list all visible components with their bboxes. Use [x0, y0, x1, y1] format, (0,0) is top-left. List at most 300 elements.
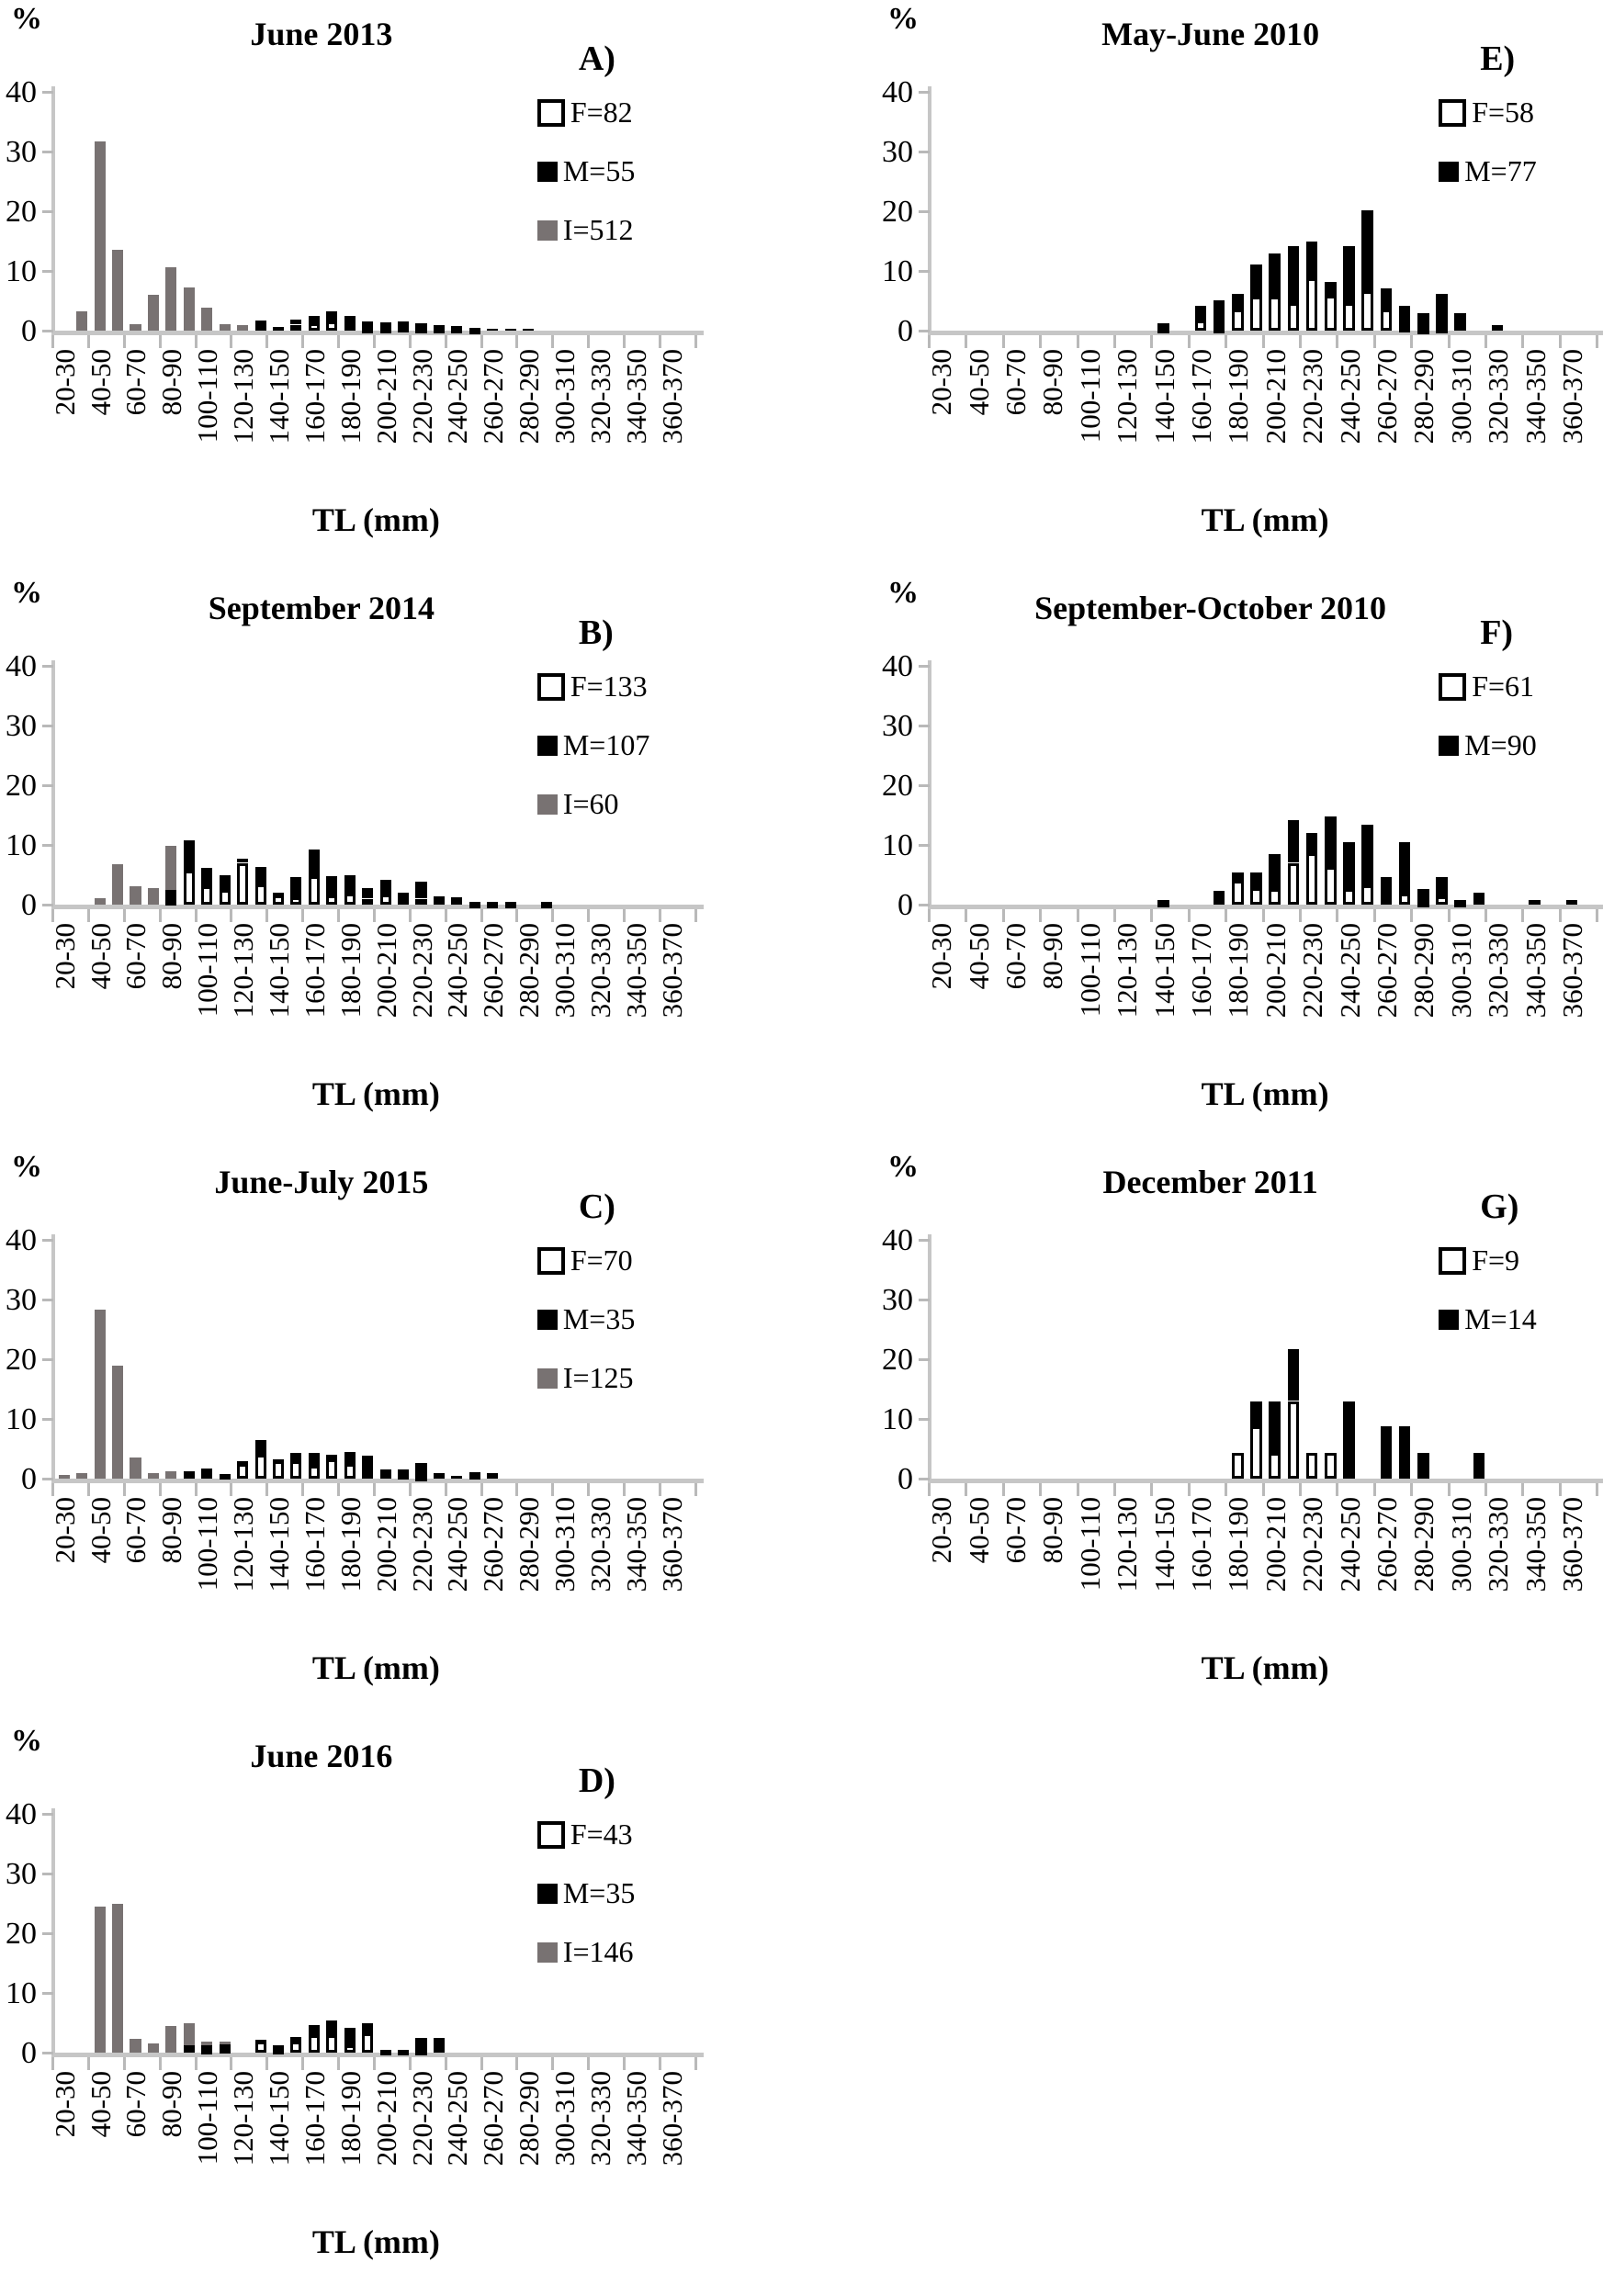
bar-segment-M: [380, 322, 391, 328]
bar-segment-F: [415, 2050, 426, 2055]
x-tick-label: 320-330: [583, 1497, 616, 1593]
x-tick-label: 20-30: [48, 349, 81, 416]
y-tick-label: 0: [21, 1462, 37, 1496]
bar-segment-F: [1232, 310, 1244, 331]
x-tick-label: 240-250: [1333, 1497, 1366, 1593]
bar-segment-M: [1250, 1401, 1262, 1427]
x-tick: [587, 2057, 590, 2070]
x-tick-label: 300-310: [548, 1497, 581, 1593]
bar-segment-F: [398, 327, 409, 332]
x-tick-label: 20-30: [925, 1497, 958, 1564]
bar-segment-F: [201, 886, 212, 905]
x-tick: [480, 909, 483, 922]
bar-segment-M: [1250, 264, 1262, 297]
y-tick: [919, 665, 930, 668]
x-tick: [87, 2057, 90, 2070]
x-tick: [1225, 1483, 1227, 1496]
x-tick: [551, 335, 554, 348]
x-tick: [337, 335, 340, 348]
bar-segment-M: [1473, 1453, 1485, 1479]
bar-segment-M: [398, 1469, 409, 1474]
x-tick: [1113, 1483, 1116, 1496]
x-tick-label: 40-50: [84, 349, 117, 416]
x-tick-label: 80-90: [1036, 1497, 1069, 1564]
x-axis-title: TL (mm): [1201, 501, 1329, 538]
x-tick: [1002, 909, 1005, 922]
x-tick-label: 20-30: [925, 923, 958, 990]
x-tick-label: 180-190: [1222, 349, 1255, 445]
x-tick-label: 100-110: [1073, 923, 1106, 1018]
x-tick-label: 160-170: [298, 349, 331, 445]
y-tick: [919, 330, 930, 332]
bar-segment-I: [184, 287, 195, 331]
bar-segment-M: [1454, 900, 1466, 903]
legend-label: F=58: [1472, 96, 1535, 129]
x-tick-label: 300-310: [548, 2071, 581, 2167]
bar-segment-M: [309, 316, 320, 323]
bar-segment-M: [290, 1453, 301, 1461]
x-tick: [1188, 909, 1191, 922]
x-tick-label: 260-270: [1370, 923, 1403, 1019]
x-tick-label: 200-210: [369, 1497, 402, 1593]
y-tick: [42, 91, 53, 94]
x-tick-label: 60-70: [999, 349, 1032, 416]
bar-segment-M: [1381, 1426, 1393, 1479]
bar-segment-I: [130, 1458, 141, 1479]
panel-title: June 2016: [250, 1738, 393, 1774]
bar-segment-M: [487, 329, 498, 331]
bar-segment-I: [165, 2026, 176, 2053]
chart-panel-D: [0, 1722, 801, 2296]
x-tick: [159, 1483, 162, 1496]
plot-area: [0, 0, 801, 574]
bar-segment-M: [1343, 842, 1355, 889]
x-tick-label: 160-170: [298, 2071, 331, 2167]
x-tick-label: 200-210: [1259, 923, 1292, 1019]
x-tick: [1336, 335, 1338, 348]
bar-segment-M: [1269, 854, 1281, 889]
x-tick-label: 320-330: [583, 923, 616, 1019]
y-tick-label: 20: [6, 195, 37, 229]
bar-segment-F: [255, 1455, 266, 1479]
x-tick-label: 220-230: [1296, 349, 1329, 445]
x-tick-label: 180-190: [1222, 923, 1255, 1019]
y-axis-title: %: [11, 2, 42, 36]
x-tick-label: 120-130: [227, 923, 260, 1019]
panel-letter: G): [1480, 1187, 1519, 1226]
bar-segment-F: [344, 1464, 356, 1479]
bar-segment-M: [1454, 313, 1466, 332]
y-tick-label: 0: [897, 314, 913, 348]
bar-segment-M: [290, 320, 301, 325]
x-tick: [373, 335, 376, 348]
y-tick: [42, 151, 53, 153]
bar-segment-M: [273, 893, 284, 895]
bar-segment-F: [1195, 321, 1207, 331]
bar-segment-M: [415, 882, 426, 898]
x-tick-label: 180-190: [333, 1497, 367, 1593]
y-tick: [42, 330, 53, 332]
x-tick-label: 300-310: [1444, 349, 1477, 445]
y-tick: [42, 904, 53, 906]
x-tick-label: 80-90: [1036, 923, 1069, 990]
x-tick-label: 280-290: [513, 1497, 546, 1593]
y-axis-title: %: [887, 1150, 919, 1184]
x-tick: [480, 335, 483, 348]
x-tick: [1113, 909, 1116, 922]
x-tick-label: 80-90: [155, 2071, 188, 2138]
x-tick: [1299, 1483, 1302, 1496]
x-axis-line: [928, 331, 1603, 335]
panel-letter: C): [578, 1187, 615, 1226]
x-tick: [694, 2057, 697, 2070]
bar-segment-F: [415, 1476, 426, 1481]
y-tick: [42, 210, 53, 213]
bar-segment-M: [1343, 1401, 1355, 1480]
x-tick-label: 260-270: [477, 1497, 510, 1593]
bar-segment-M: [1417, 313, 1429, 330]
x-tick-label: 340-350: [619, 349, 652, 445]
x-axis-line: [928, 1479, 1603, 1483]
bar-segment-I: [130, 2039, 141, 2053]
bar-segment-F: [290, 325, 301, 332]
panel-title: September 2014: [208, 590, 435, 626]
x-tick: [123, 909, 126, 922]
bar-segment-M: [1214, 300, 1225, 328]
y-tick-label: 10: [882, 828, 913, 862]
legend-label: M=77: [1464, 154, 1537, 187]
bar-segment-M: [273, 1459, 284, 1461]
x-axis-line: [928, 905, 1603, 909]
x-tick-label: 160-170: [1184, 923, 1217, 1019]
bar-segment-M: [434, 1473, 445, 1479]
bar-segment-M: [344, 875, 356, 894]
x-tick-label: 340-350: [619, 1497, 652, 1593]
x-tick: [965, 335, 967, 348]
x-tick: [1150, 1483, 1153, 1496]
x-tick: [373, 1483, 376, 1496]
bar-segment-M: [1288, 1349, 1300, 1401]
x-tick-label: 360-370: [655, 349, 688, 445]
bar-segment-F: [309, 876, 320, 905]
x-tick: [195, 335, 198, 348]
x-tick: [1299, 909, 1302, 922]
bar-segment-F: [255, 884, 266, 905]
bar-segment-M: [1473, 893, 1485, 905]
x-tick: [587, 909, 590, 922]
y-tick-label: 20: [6, 1917, 37, 1951]
x-tick: [1150, 909, 1153, 922]
x-tick: [551, 2057, 554, 2070]
x-tick: [301, 335, 304, 348]
plot-area: [0, 1722, 801, 2296]
x-tick-label: 240-250: [1333, 923, 1366, 1019]
bar-segment-F: [1306, 278, 1318, 331]
x-tick-label: 240-250: [1333, 349, 1366, 445]
y-tick-label: 40: [882, 75, 913, 109]
chart-panel-F: [802, 574, 1603, 1148]
legend-label: F=133: [570, 670, 648, 703]
legend-label: I=125: [562, 1361, 634, 1394]
x-tick: [480, 2057, 483, 2070]
x-tick-label: 140-150: [1147, 349, 1180, 445]
bar-segment-M: [1436, 877, 1448, 896]
x-tick: [928, 335, 931, 348]
x-tick-label: 100-110: [191, 349, 224, 444]
bar-segment-F: [1343, 889, 1355, 905]
bar-segment-F: [273, 1461, 284, 1479]
bar-segment-F: [290, 1461, 301, 1479]
x-tick-label: 360-370: [1555, 1497, 1588, 1593]
x-tick-label: 180-190: [1222, 1497, 1255, 1593]
bar-segment-M: [344, 1452, 356, 1464]
bar-segment-M: [1399, 1426, 1411, 1479]
bar-segment-F: [1157, 328, 1169, 333]
x-tick-label: 220-230: [1296, 1497, 1329, 1593]
x-tick-label: 300-310: [1444, 923, 1477, 1019]
x-tick: [694, 1483, 697, 1496]
bar-segment-M: [1492, 325, 1504, 332]
bar-segment-M: [1417, 889, 1429, 902]
bar-segment-F: [309, 2035, 320, 2053]
bar-segment-F: [469, 903, 480, 908]
x-tick: [123, 1483, 126, 1496]
y-tick-label: 30: [882, 135, 913, 169]
bar-segment-M: [1232, 294, 1244, 310]
x-tick-label: 320-330: [1482, 1497, 1515, 1593]
bar-segment-F: [1399, 894, 1411, 905]
x-tick: [1373, 909, 1376, 922]
bar-segment-F: [344, 325, 356, 331]
y-tick-label: 40: [6, 1797, 37, 1831]
bar-segment-I: [201, 308, 212, 331]
x-tick: [265, 1483, 268, 1496]
bar-segment-F: [380, 895, 391, 905]
y-tick-label: 30: [6, 1857, 37, 1891]
bar-segment-M: [434, 2038, 445, 2053]
x-axis-title: TL (mm): [311, 501, 440, 538]
bar-segment-F: [220, 1474, 231, 1480]
x-tick: [659, 1483, 661, 1496]
bar-segment-F: [469, 1474, 480, 1480]
bar-segment-M: [505, 329, 516, 331]
x-tick-label: 120-130: [227, 349, 260, 445]
bar-segment-I: [112, 1366, 123, 1480]
panel-title: December 2011: [1102, 1164, 1318, 1200]
x-tick-label: 300-310: [548, 923, 581, 1019]
y-tick-label: 10: [6, 1402, 37, 1436]
y-tick: [42, 1299, 53, 1301]
y-axis-title: %: [11, 1150, 42, 1184]
x-tick-label: 180-190: [333, 2071, 367, 2167]
x-tick-label: 220-230: [405, 1497, 438, 1593]
x-tick: [1559, 909, 1562, 922]
bar-segment-F: [541, 903, 552, 908]
bar-segment-M: [220, 2044, 231, 2048]
x-tick: [230, 335, 232, 348]
x-tick-label: 360-370: [1555, 923, 1588, 1019]
bar-segment-F: [1250, 888, 1262, 905]
bar-segment-F: [309, 1466, 320, 1479]
x-tick: [659, 2057, 661, 2070]
x-tick-label: 280-290: [513, 349, 546, 445]
x-tick: [230, 2057, 232, 2070]
x-tick-label: 320-330: [583, 2071, 616, 2167]
bar-segment-M: [434, 325, 445, 328]
x-tick: [1410, 1483, 1413, 1496]
bar-segment-M: [415, 323, 426, 328]
x-axis-line: [51, 331, 704, 335]
bar-segment-M: [1399, 842, 1411, 894]
y-tick-label: 0: [21, 888, 37, 922]
bar-segment-F: [326, 2035, 337, 2053]
plot-area: [802, 0, 1603, 574]
bar-segment-M: [523, 329, 534, 331]
x-tick: [337, 2057, 340, 2070]
x-axis-line: [51, 905, 704, 909]
bar-segment-F: [1325, 296, 1337, 331]
x-tick-label: 160-170: [298, 923, 331, 1019]
bar-segment-M: [1288, 820, 1300, 863]
bar-segment-F: [255, 2042, 266, 2053]
x-tick-label: 360-370: [655, 923, 688, 1019]
x-tick: [195, 909, 198, 922]
x-tick: [265, 2057, 268, 2070]
x-tick: [551, 909, 554, 922]
bar-segment-M: [1250, 872, 1262, 888]
x-tick: [1596, 1483, 1598, 1496]
x-tick: [1225, 335, 1227, 348]
x-tick-label: 140-150: [263, 349, 295, 445]
plot-area: [802, 574, 1603, 1148]
x-tick-label: 120-130: [1111, 923, 1144, 1019]
x-tick-label: 180-190: [333, 923, 367, 1019]
legend-label: I=60: [562, 787, 619, 820]
x-tick: [409, 2057, 412, 2070]
bar-segment-F: [165, 900, 176, 906]
bar-segment-M: [415, 1463, 426, 1476]
bar-segment-M: [1157, 323, 1169, 328]
x-tick: [1262, 909, 1265, 922]
bar-segment-F: [398, 899, 409, 906]
x-tick-label: 40-50: [84, 2071, 117, 2138]
y-tick-label: 40: [882, 649, 913, 683]
y-tick: [42, 1992, 53, 1995]
bar-segment-F: [309, 323, 320, 331]
x-tick: [1077, 335, 1079, 348]
legend-label: F=9: [1472, 1244, 1520, 1277]
y-tick: [42, 270, 53, 273]
x-tick-label: 240-250: [441, 923, 474, 1019]
x-tick: [445, 2057, 447, 2070]
bar-segment-F: [1269, 1453, 1281, 1479]
bar-segment-M: [255, 321, 266, 325]
bar-segment-F: [1157, 902, 1169, 907]
legend-label: F=43: [570, 1818, 633, 1851]
y-tick-label: 10: [882, 1402, 913, 1436]
bar-segment-F: [273, 2049, 284, 2054]
x-tick-label: 320-330: [1482, 349, 1515, 445]
x-tick-label: 40-50: [84, 1497, 117, 1564]
y-axis-title: %: [11, 576, 42, 610]
x-tick-label: 40-50: [962, 349, 995, 416]
x-tick: [445, 335, 447, 348]
bar-segment-I: [95, 1907, 106, 2053]
x-tick-label: 280-290: [1407, 923, 1440, 1019]
x-tick-label: 340-350: [1518, 1497, 1552, 1593]
y-tick: [919, 91, 930, 94]
x-tick: [87, 909, 90, 922]
bar-segment-F: [1269, 297, 1281, 331]
bar-segment-M: [1306, 833, 1318, 853]
bar-segment-M: [469, 328, 480, 330]
x-tick-label: 220-230: [1296, 923, 1329, 1019]
x-tick: [1077, 1483, 1079, 1496]
legend-label: M=35: [562, 1876, 636, 1909]
x-tick: [1484, 909, 1487, 922]
x-tick-label: 260-270: [1370, 349, 1403, 445]
bar-segment-M: [165, 890, 176, 899]
bar-segment-F: [1417, 902, 1429, 907]
x-tick-label: 60-70: [119, 923, 152, 990]
x-tick: [1150, 335, 1153, 348]
legend-label: I=512: [562, 213, 634, 246]
x-tick: [965, 909, 967, 922]
x-tick: [1521, 1483, 1524, 1496]
x-tick: [515, 1483, 518, 1496]
x-tick: [1188, 1483, 1191, 1496]
bar-segment-I: [95, 141, 106, 331]
x-tick: [373, 2057, 376, 2070]
bar-segment-F: [290, 2042, 301, 2053]
x-tick-label: 220-230: [405, 923, 438, 1019]
legend-label: M=35: [562, 1302, 636, 1335]
bar-segment-F: [184, 871, 195, 905]
bar-segment-F: [1232, 1453, 1244, 1479]
bar-segment-M: [290, 877, 301, 896]
bar-segment-M: [451, 897, 462, 905]
bar-segment-F: [1306, 1453, 1318, 1479]
x-tick: [337, 1483, 340, 1496]
bar-segment-I: [237, 325, 248, 331]
y-tick: [919, 210, 930, 213]
y-tick-label: 0: [897, 888, 913, 922]
x-tick: [928, 909, 931, 922]
x-tick: [694, 335, 697, 348]
x-tick: [1039, 909, 1042, 922]
y-tick: [919, 270, 930, 273]
bar-segment-M: [1269, 253, 1281, 297]
bar-segment-M: [326, 1455, 337, 1459]
bar-segment-F: [1250, 297, 1262, 331]
y-tick: [919, 1358, 930, 1361]
bar-segment-F: [201, 2049, 212, 2054]
bar-segment-M: [469, 902, 480, 904]
x-tick-label: 140-150: [1147, 923, 1180, 1019]
x-tick-label: 160-170: [298, 1497, 331, 1593]
bar-segment-M: [1232, 872, 1244, 881]
x-tick: [623, 1483, 626, 1496]
bar-segment-I: [59, 1475, 70, 1479]
bar-segment-F: [1288, 863, 1300, 906]
x-tick: [301, 909, 304, 922]
bar-segment-F: [344, 2045, 356, 2053]
plot-area: [0, 574, 801, 1148]
x-tick: [1559, 1483, 1562, 1496]
bar-segment-M: [487, 902, 498, 904]
x-tick: [337, 909, 340, 922]
bar-segment-M: [309, 850, 320, 877]
